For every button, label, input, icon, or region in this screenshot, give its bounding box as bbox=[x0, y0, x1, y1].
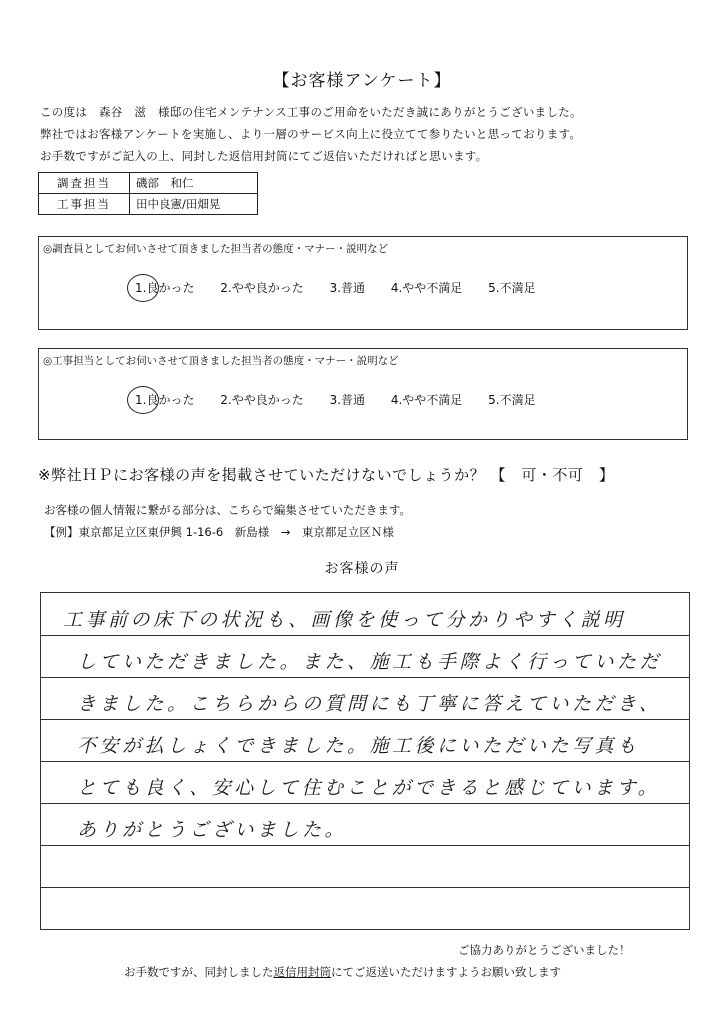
ruled-line bbox=[41, 845, 689, 846]
rating-option[interactable]: 4.やや不満足 bbox=[390, 393, 463, 407]
rating-option[interactable]: 3.普通 bbox=[329, 281, 366, 295]
privacy-note: お客様の個人情報に繋がる部分は、こちらで編集させていただきます。 bbox=[44, 503, 411, 517]
ruled-line bbox=[41, 887, 689, 888]
closing-request-post: にてご返送いただけますようお願い致します bbox=[331, 965, 561, 979]
rating-option[interactable]: 2.やや良かった bbox=[220, 393, 304, 407]
rating-option[interactable]: 5.不満足 bbox=[488, 393, 536, 407]
ruled-line bbox=[41, 803, 689, 804]
handwritten-line: きました。こちらからの質問にも丁寧に答えていただき、 bbox=[77, 693, 662, 715]
ruled-line bbox=[41, 761, 689, 762]
rating-option[interactable]: 1.良かった bbox=[135, 393, 195, 407]
intro-line-3: お手数ですがご記入の上、同封した返信用封筒にてご返信いただければと思います。 bbox=[40, 149, 488, 163]
handwritten-line: 不安が払しょくできました。施工後にいただいた写真も bbox=[77, 735, 640, 757]
rating-option[interactable]: 5.不満足 bbox=[488, 281, 536, 295]
closing-request-pre: お手数ですが、同封しました bbox=[124, 965, 274, 979]
handwritten-line: 工事前の床下の状況も、画像を使って分かりやすく説明 bbox=[63, 609, 626, 631]
construction-staff-label: 工事担当 bbox=[39, 194, 130, 215]
hp-question-text: ※弊社ＨＰにお客様の声を掲載させていただけないでしょうか？ bbox=[38, 466, 486, 484]
staff-row-construction bbox=[39, 194, 258, 215]
survey-rating-question: ◎調査員としてお伺いさせて頂きました担当者の態度・マナー・説明など bbox=[43, 243, 389, 255]
return-envelope-text: 返信用封筒 bbox=[273, 965, 331, 979]
closing-thanks: ご協力ありがとうございました！ bbox=[458, 943, 631, 957]
rating-option[interactable]: 1.良かった bbox=[135, 281, 195, 295]
staff-row-survey bbox=[39, 173, 258, 194]
handwritten-line: とても良く、安心して住むことができると感じています。 bbox=[77, 777, 661, 799]
ruled-line bbox=[41, 635, 689, 636]
construction-rating-options bbox=[135, 391, 558, 408]
survey-staff-label: 調査担当 bbox=[39, 173, 130, 194]
customer-voice-box bbox=[40, 592, 690, 930]
survey-rating-options bbox=[135, 279, 558, 296]
handwritten-line: していただきました。また、施工も手際よく行っていただ bbox=[77, 651, 663, 673]
rating-option[interactable]: 3.普通 bbox=[329, 393, 366, 407]
ruled-line bbox=[41, 677, 689, 678]
intro-line-2: 弊社ではお客様アンケートを実施し、より一層のサービス向上に役立てて参りたいと思っております。 bbox=[40, 127, 582, 141]
survey-staff-name: 磯部 和仁 bbox=[130, 173, 258, 194]
page-title: 【お客様アンケート】 bbox=[272, 71, 452, 91]
closing-request bbox=[124, 964, 561, 980]
survey-rating-box bbox=[38, 236, 688, 330]
hp-permission-question bbox=[38, 464, 614, 485]
privacy-example: 【例】東京都足立区東伊興 1-16-6 新島様 → 東京都足立区Ｎ様 bbox=[44, 525, 394, 539]
hp-answer-choice[interactable]: 【 可・不可 】 bbox=[490, 466, 615, 484]
staff-table bbox=[38, 172, 258, 215]
voice-title: お客様の声 bbox=[324, 561, 400, 577]
construction-staff-name: 田中良憲/田畑晃 bbox=[130, 194, 258, 215]
construction-rating-question: ◎工事担当としてお伺いさせて頂きました担当者の態度・マナー・説明など bbox=[43, 355, 399, 367]
rating-option[interactable]: 4.やや不満足 bbox=[390, 281, 463, 295]
construction-rating-box bbox=[38, 348, 688, 440]
intro-line-1: この度は 森谷 滋 様邸の住宅メンテナンス工事のご用命をいただき誠にありがとうございました。 bbox=[40, 105, 582, 119]
ruled-line bbox=[41, 719, 689, 720]
handwritten-line: ありがとうございました。 bbox=[77, 819, 348, 841]
rating-option[interactable]: 2.やや良かった bbox=[220, 281, 304, 295]
